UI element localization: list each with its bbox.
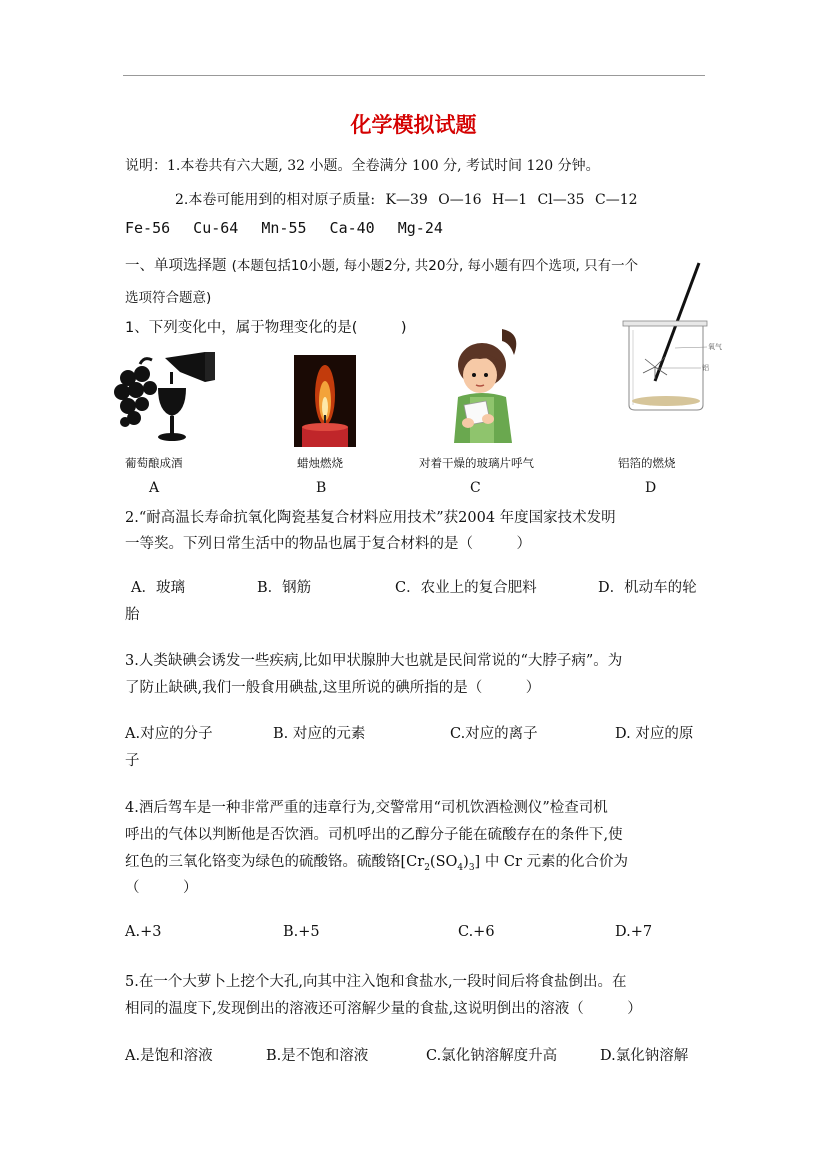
q3-option-a: A.对应的分子 xyxy=(125,726,213,742)
q4-option-a: A.+3 xyxy=(125,924,162,940)
q5-option-c: C.氯化钠溶解度升高 xyxy=(426,1048,558,1064)
girl-glass-icon xyxy=(440,325,525,447)
jar-burning-icon xyxy=(615,255,730,415)
page-title: 化学模拟试题 xyxy=(350,112,477,137)
grape-wine-icon xyxy=(110,350,220,445)
q2-line-2: 一等奖。下列日常生活中的物品也属于复合材料的是（ ） xyxy=(125,536,531,552)
caption-a: 葡萄酿成酒 xyxy=(125,456,183,470)
q4-sub-2: 4 xyxy=(457,862,464,873)
q2-option-c: C．农业上的复合肥料 xyxy=(395,580,537,596)
section1-heading: 一、单项选择题 xyxy=(125,258,227,274)
q4-line-3-post: ) xyxy=(463,854,469,870)
q4-option-c: C.+6 xyxy=(458,924,495,940)
q2-option-b: B．钢筋 xyxy=(257,580,312,596)
note-line-3: Fe-56 Cu-64 Mn-55 Ca-40 Mg-24 xyxy=(125,219,443,237)
caption-c: 对着干燥的玻璃片呼气 xyxy=(419,456,534,470)
q3-wrap: 子 xyxy=(125,753,140,769)
section1-desc-1: (本题包括10小题, 每小题2分, 共20分, 每小题有四个选项, 只有一个 xyxy=(231,258,639,274)
q4-line-2: 呼出的气体以判断他是否饮酒。司机呼出的乙醇分子能在硫酸存在的条件下,使 xyxy=(125,827,623,843)
q3-option-b: B. 对应的元素 xyxy=(273,726,366,742)
q4-line-4: （ ） xyxy=(125,880,198,896)
q3-line-1: 3.人类缺碘会诱发一些疾病,比如甲状腺肿大也就是民间常说的“大脖子病”。为 xyxy=(125,653,623,669)
q4-line-1: 4.酒后驾车是一种非常严重的违章行为,交警常用“司机饮酒检测仪”检查司机 xyxy=(125,800,608,816)
option-letter-c: C xyxy=(470,480,481,496)
q1-stem: 1、下列变化中，属于物理变化的是( ) xyxy=(125,320,407,336)
q4-option-d: D.+7 xyxy=(615,924,653,940)
q4-sub-3: 3 xyxy=(468,862,475,873)
q5-line-1: 5.在一个大萝卜上挖个大孔,向其中注入饱和食盐水,一段时间后将食盐倒出。在 xyxy=(125,974,627,990)
q4-option-b: B.+5 xyxy=(283,924,320,940)
q3-line-2: 了防止缺碘,我们一般食用碘盐,这里所说的碘所指的是（ ） xyxy=(125,680,541,696)
q2-wrap: 胎 xyxy=(125,607,140,623)
q5-option-b: B.是不饱和溶液 xyxy=(266,1048,369,1064)
caption-d: 铝箔的燃烧 xyxy=(618,456,676,470)
q4-sub-1: 2 xyxy=(424,862,430,873)
q4-line-3-end: ] 中 Cr 元素的化合价为 xyxy=(474,854,629,870)
q5-line-2: 相同的温度下,发现倒出的溶液还可溶解少量的食盐,这说明倒出的溶液（ ） xyxy=(125,1001,642,1017)
option-letter-d: D xyxy=(645,480,657,496)
q2-line-1: 2.“耐高温长寿命抗氧化陶瓷基复合材料应用技术”获2004 年度国家技术发明 xyxy=(125,510,616,526)
candle-icon xyxy=(294,355,356,447)
note-line-2: 2.本卷可能用到的相对原子质量: K—39 O—16 H—1 Cl—35 C—12 xyxy=(175,192,638,208)
q4-line-3-mid: (SO xyxy=(429,854,458,870)
q2-option-a: A．玻璃 xyxy=(131,580,185,596)
note-line-1: 说明：1.本卷共有六大题, 32 小题。全卷满分 100 分, 考试时间 120 分钟。 xyxy=(125,158,600,174)
q3-option-c: C.对应的离子 xyxy=(450,726,538,742)
jar-label-oxygen: 氧气 xyxy=(708,343,722,351)
q3-option-d: D. 对应的原 xyxy=(615,726,694,742)
section1-desc-2: 选项符合题意) xyxy=(125,290,212,306)
section1-heading-line xyxy=(125,254,638,275)
q5-option-a: A.是饱和溶液 xyxy=(125,1048,213,1064)
option-letter-a: A xyxy=(149,480,160,496)
q4-line-3 xyxy=(125,850,628,873)
q2-option-d: D．机动车的轮 xyxy=(598,580,697,596)
header-rule xyxy=(123,75,705,76)
option-letter-b: B xyxy=(316,480,327,496)
caption-b: 蜡烛燃烧 xyxy=(297,456,343,470)
jar-label-aluminum: 铝 xyxy=(702,364,709,372)
q4-line-3-pre: 红色的三氧化铬变为绿色的硫酸铬。硫酸铬[Cr xyxy=(125,854,425,870)
q5-option-d: D.氯化钠溶解 xyxy=(600,1048,689,1064)
